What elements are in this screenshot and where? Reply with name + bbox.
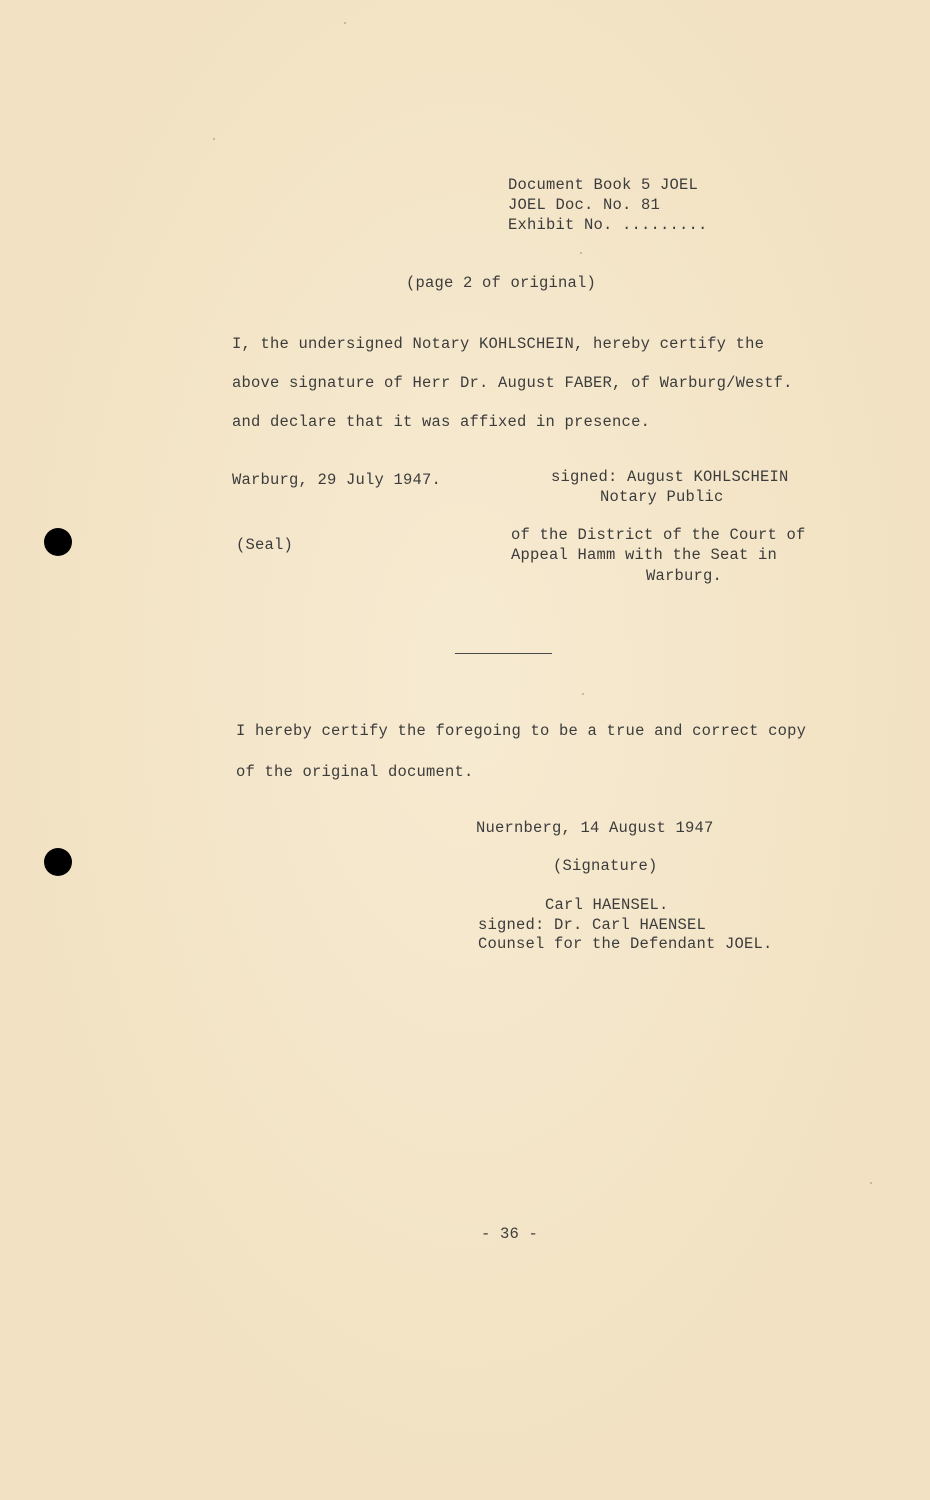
counsel-name: Carl HAENSEL. [545,896,669,914]
paper-speck [344,22,346,24]
notary-district-line-3: Warburg. [646,567,723,585]
paper-speck [580,252,582,254]
punch-hole-bottom [44,848,72,876]
paper-speck [870,1182,872,1184]
copy-certification-line-2: of the original document. [236,763,474,781]
notary-district-line-2: Appeal Hamm with the Seat in [511,546,778,564]
counsel-signed-line: signed: Dr. Carl HAENSEL [478,916,707,934]
page-note: (page 2 of original) [406,274,597,292]
notary-place-date: Warburg, 29 July 1947. [232,471,442,489]
section-divider [455,653,552,654]
exhibit-number-line: Exhibit No. ......... [508,216,708,234]
certification-line-3: and declare that it was affixed in presence. [232,413,651,431]
page-number: - 36 - [481,1225,539,1243]
counsel-role: Counsel for the Defendant JOEL. [478,935,773,953]
paper-speck [213,138,215,140]
notary-title: Notary Public [600,488,724,506]
seal-label: (Seal) [236,536,294,554]
copy-certification-line-1: I hereby certify the foregoing to be a true and correct copy [236,722,807,740]
certification-line-1: I, the undersigned Notary KOHLSCHEIN, hereby certify the [232,335,765,353]
notary-district-line-1: of the District of the Court of [511,526,806,544]
notary-signed-line: signed: August KOHLSCHEIN [551,468,789,486]
counsel-signature-label: (Signature) [553,857,658,875]
punch-hole-top [44,528,72,556]
document-book-line: Document Book 5 JOEL [508,176,699,194]
paper-speck [582,693,584,695]
document-number-line: JOEL Doc. No. 81 [508,196,661,214]
counsel-place-date: Nuernberg, 14 August 1947 [476,819,714,837]
certification-line-2: above signature of Herr Dr. August FABER, of Warburg/Westf. [232,374,793,392]
